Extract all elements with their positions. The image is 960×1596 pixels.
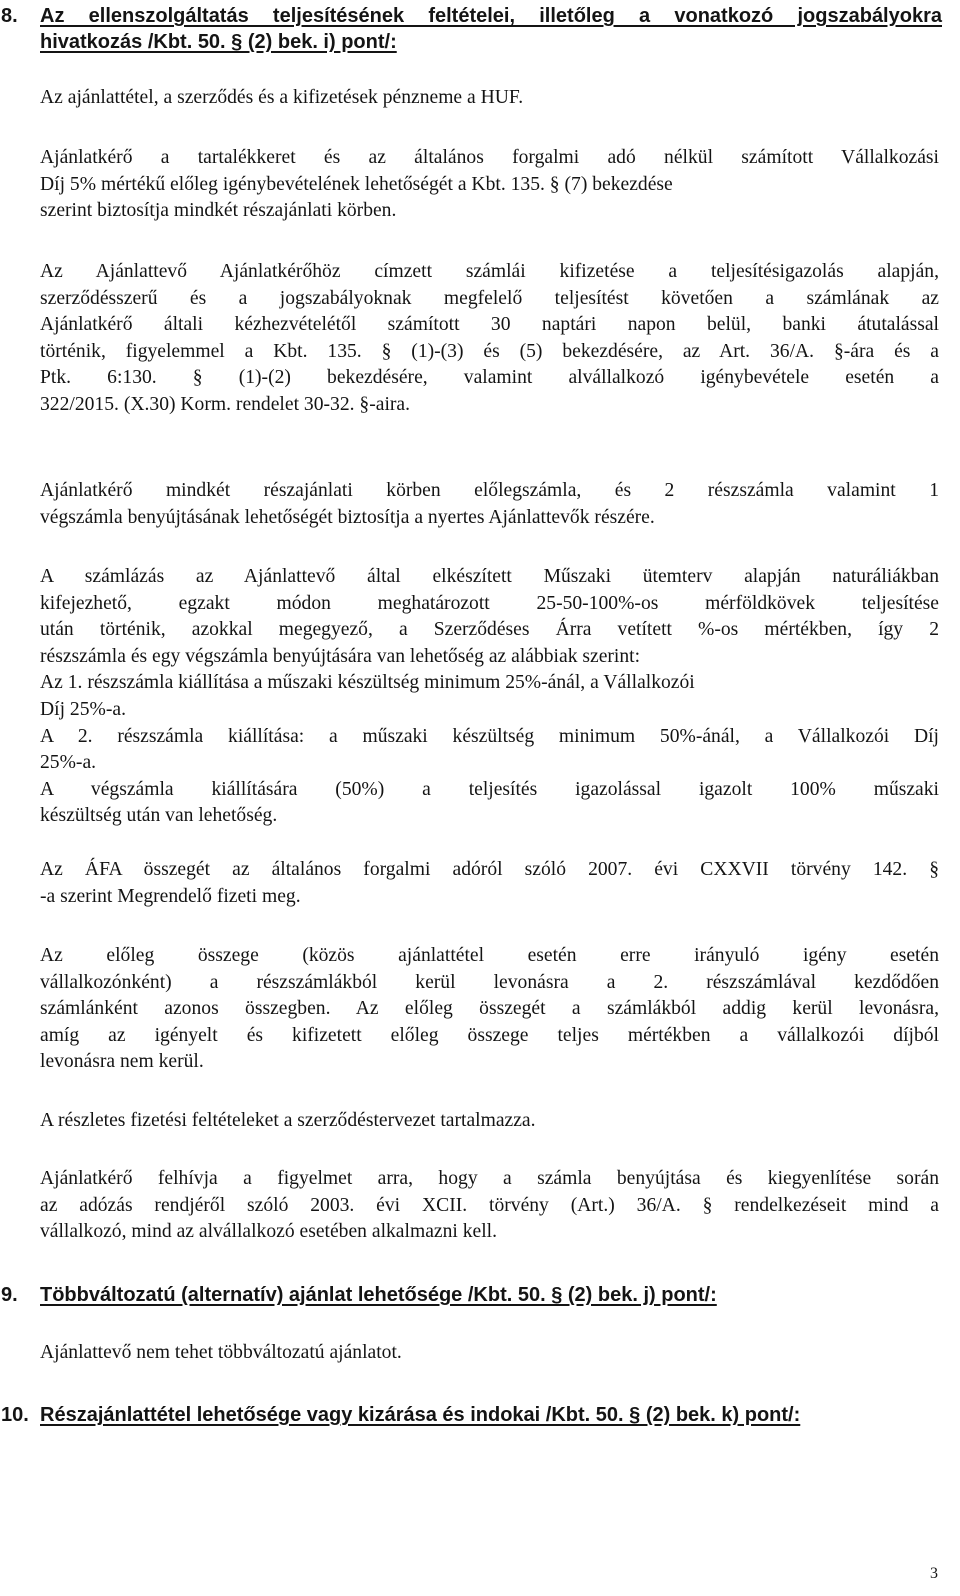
section-number: 8. (1, 5, 18, 27)
text-line: után történik, azokkal megegyező, a Szerződéses Árra vetített %-os mértékben, így 2 (40, 619, 939, 641)
paragraph (40, 1166, 939, 1246)
text-line: A 2. részszámla kiállítása: a műszaki készültség minimum 50%-ánál, a Vállalkozói Díj (40, 725, 939, 747)
page-number: 3 (930, 1565, 938, 1582)
section-title: Többváltozatú (alternatív) ajánlat lehetősége /Kbt. 50. § (2) bek. j) pont/: (40, 1284, 717, 1306)
text-line: A részletes fizetési feltételeket a szerződéstervezet tartalmazza. (40, 1110, 536, 1131)
text-line: Díj 25%-a. (40, 698, 126, 720)
paragraph (40, 564, 939, 830)
section-10-heading (0, 1402, 942, 1428)
text-line: amíg az igényelt és kifizetett előleg összege teljes mértékben a vállalkozói díjból (40, 1024, 939, 1046)
paragraph (40, 85, 939, 112)
text-line: Ptk. 6:130. § (1)-(2) bekezdésére, valamint alvállalkozó igénybevétele esetén a (40, 367, 939, 389)
text-line: Az ÁFA összegét az általános forgalmi adóról szóló 2007. évi CXXVII törvény 142. § (40, 859, 939, 880)
section-title-line: hivatkozás /Kbt. 50. § (2) bek. i) pont/: (40, 31, 397, 53)
paragraph (40, 1108, 939, 1135)
text-line: Az előleg összege (közös ajánlattétel esetén erre irányuló igény esetén (40, 945, 939, 966)
text-line: Az 1. részszámla kiállítása a műszaki készültség minimum 25%-ánál, a Vállalkozói (40, 672, 695, 694)
paragraph (40, 259, 939, 419)
text-line: Ajánlatkérő felhívja a figyelmet arra, hogy a számla benyújtása és kiegyenlítése során (40, 1168, 939, 1189)
text-line: Az Ajánlattevő Ajánlatkérőhöz címzett számlái kifizetése a teljesítésigazolás alapján, (40, 261, 939, 282)
text-line: Ajánlatkérő általi kézhezvételétől számított 30 naptári napon belül, banki átutalással (40, 314, 939, 336)
section-title: Részajánlattétel lehetősége vagy kizárása és indokai /Kbt. 50. § (2) bek. k) pont/: (40, 1404, 801, 1426)
text-line: levonásra nem kerül. (40, 1051, 204, 1073)
text-line: szerint biztosítja mindkét részajánlati körben. (40, 200, 397, 222)
text-line: A végszámla kiállítására (50%) a teljesítés igazolással igazolt 100% műszaki (40, 778, 939, 800)
text-line: végszámla benyújtásának lehetőségét biztosítja a nyertes Ajánlattevők részére. (40, 506, 655, 528)
text-line: részszámla és egy végszámla benyújtására van lehetőség az alábbiak szerint: (40, 645, 641, 667)
text-line: A számlázás az Ajánlattevő által elkészített Műszaki ütemterv alapján naturáliákban (40, 566, 939, 587)
text-line: Ajánlattevő nem tehet többváltozatú ajánlatot. (40, 1342, 402, 1363)
text-line: kifejezhető, egzakt módon meghatározott 25-50-100%-os mérföldkövek teljesítése (40, 592, 939, 614)
section-title-line: Az ellenszolgáltatás teljesítésének feltételei, illetőleg a vonatkozó jogszabályokra (40, 5, 942, 27)
text-line: készültség után van lehetőség. (40, 805, 278, 827)
text-line: számlánként azonos összegben. Az előleg összegét a számlákból addig kerül levonásra, (40, 998, 939, 1020)
text-line: Díj 5% mértékű előleg igénybevételének lehetőségét a Kbt. 135. § (7) bekezdése (40, 173, 673, 195)
paragraph (40, 478, 939, 531)
text-line: történik, figyelemmel a Kbt. 135. § (1)-(3) és (5) bekezdésére, az Art. 36/A. §-ára és a (40, 340, 939, 362)
text-line: 322/2015. (X.30) Korm. rendelet 30-32. §-aira. (40, 393, 411, 415)
text-line: Az ajánlattétel, a szerződés és a kifizetések pénzneme a HUF. (40, 87, 524, 108)
text-line: -a szerint Megrendelő fizeti meg. (40, 885, 301, 907)
paragraph (40, 145, 939, 225)
section-number: 10. (1, 1404, 29, 1426)
text-line: az adózás rendjéről szóló 2003. évi XCII. törvény (Art.) 36/A. § rendelkezéseit mind a (40, 1194, 939, 1216)
paragraph (40, 857, 939, 910)
section-8-heading (0, 3, 942, 55)
text-line: szerződésszerű és a jogszabályoknak megfelelő teljesítést követően a számlának az (40, 287, 939, 309)
text-line: 25%-a. (40, 752, 97, 774)
section-9-heading (0, 1282, 942, 1308)
text-line: vállalkozó, mind az alvállalkozó esetében alkalmazni kell. (40, 1221, 497, 1243)
paragraph (40, 1340, 939, 1367)
text-line: Ajánlatkérő a tartalékkeret és az általános forgalmi adó nélkül számított Vállalkozási (40, 147, 939, 168)
paragraph (40, 943, 939, 1076)
section-number: 9. (1, 1284, 18, 1306)
text-line: vállalkozónként) a részszámlákból kerül levonásra a 2. részszámlával kezdődően (40, 971, 939, 993)
text-line: Ajánlatkérő mindkét részajánlati körben előlegszámla, és 2 részszámla valamint 1 (40, 480, 939, 501)
